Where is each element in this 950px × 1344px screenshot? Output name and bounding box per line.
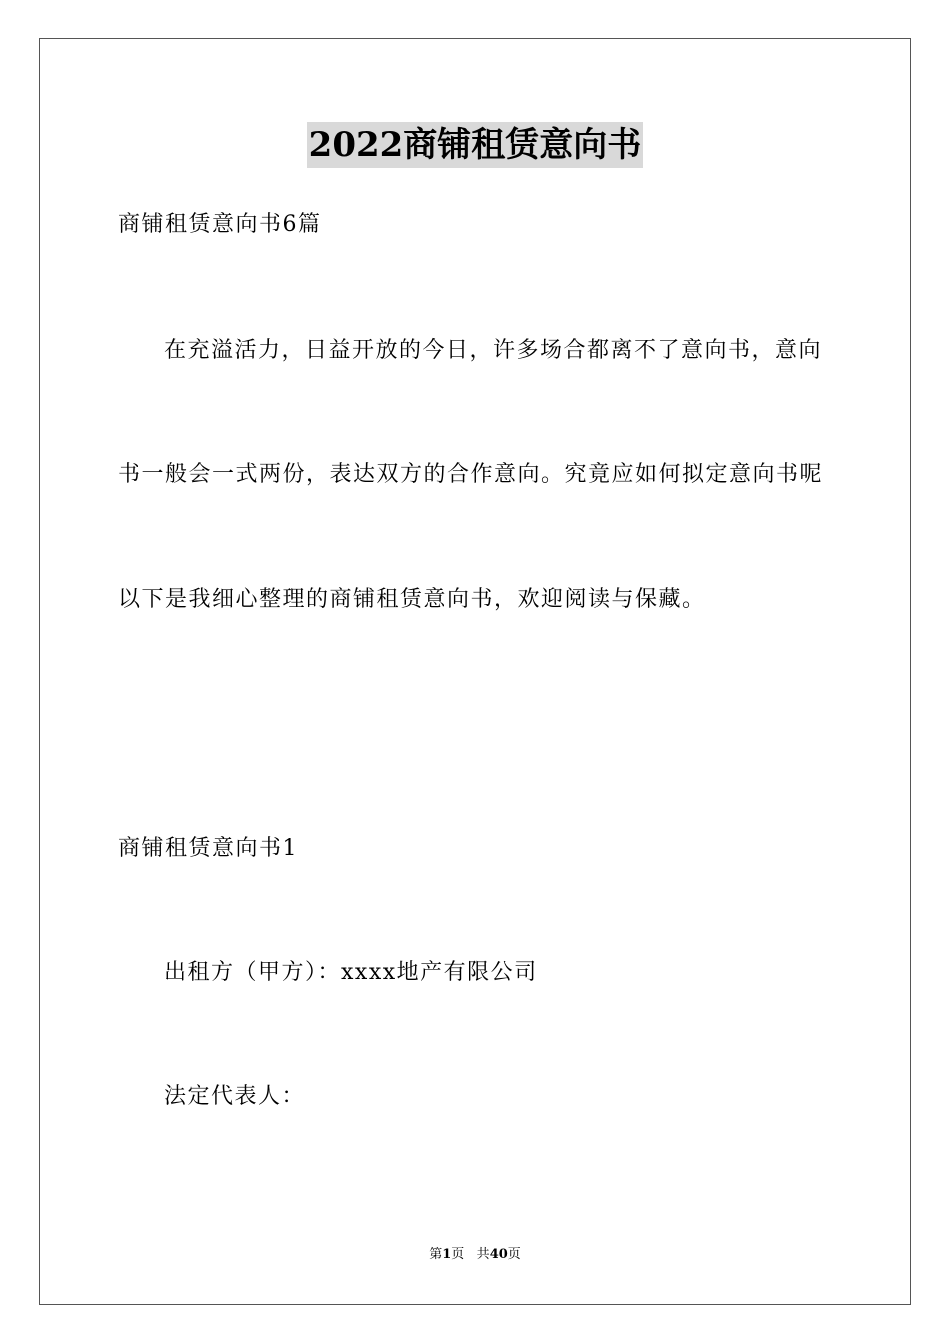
document-subtitle: 商铺租赁意向书6篇 [118, 212, 322, 237]
page-footer [0, 1246, 950, 1264]
intro-line-3: 以下是我细心整理的商铺租赁意向书，欢迎阅读与保藏。 [118, 587, 706, 612]
footer-page-suffix: 页 [451, 1247, 465, 1262]
intro-line-2: 书一般会一式两份，表达双方的合作意向。究竟应如何拟定意向书呢 [118, 462, 824, 487]
footer-current-page: 1 [442, 1247, 452, 1262]
lessor-line: 出租方（甲方）：xxxx地产有限公司 [164, 960, 538, 985]
representative-line: 法定代表人： [164, 1084, 306, 1109]
document-title: 2022商铺租赁意向书 [307, 122, 644, 168]
footer-total-pages: 40 [489, 1247, 508, 1262]
footer-prefix: 第 [429, 1247, 443, 1262]
section-heading: 商铺租赁意向书1 [118, 836, 298, 861]
footer-total-prefix: 共 [476, 1247, 490, 1262]
title-container [0, 122, 950, 168]
footer-total-suffix: 页 [507, 1247, 521, 1262]
intro-line-1: 在充溢活力，日益开放的今日，许多场合都离不了意向书，意向 [164, 338, 823, 363]
